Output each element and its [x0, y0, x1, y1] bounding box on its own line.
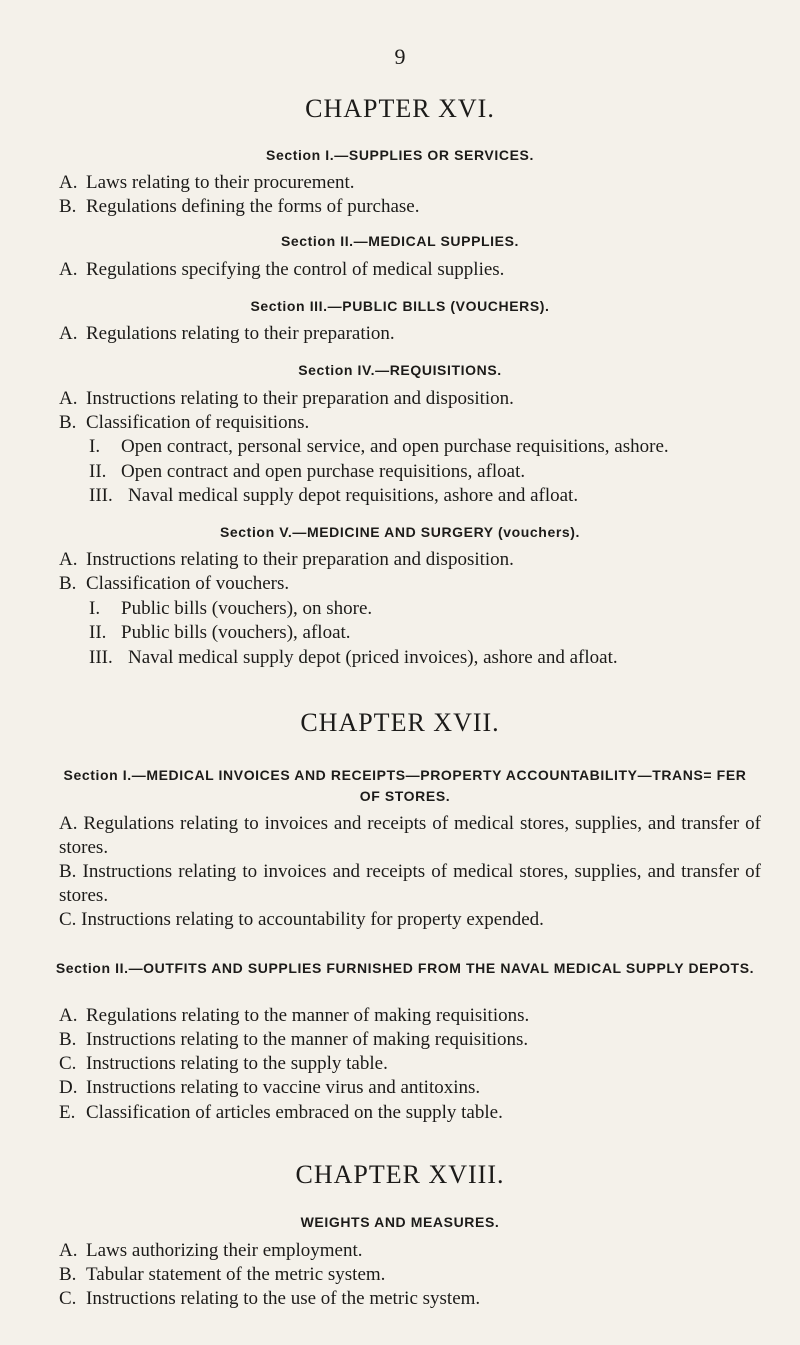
list-item: A. Regulations relating to the manner of making requisitions. [59, 1005, 530, 1026]
list-item: B. Regulations defining the forms of purchase. [59, 196, 420, 217]
list-item: B. Instructions relating to the manner of making requisitions. [59, 1029, 529, 1050]
ch16-section-2-heading: Section II.—MEDICAL SUPPLIES. [280, 233, 520, 249]
list-subitem: II. Open contract and open purchase requisitions, afloat. [89, 461, 526, 482]
chapter-xvi-title: CHAPTER XVI. [305, 94, 495, 123]
list-item: A. Regulations relating to their preparation. [59, 323, 395, 344]
list-item: A. Laws authorizing their employment. [59, 1240, 363, 1261]
list-item: B. Classification of vouchers. [59, 573, 290, 594]
list-item: D. Instructions relating to vaccine virus and antitoxins. [59, 1077, 481, 1098]
list-subitem: I. Public bills (vouchers), on shore. [89, 598, 373, 619]
list-item: B. Classification of requisitions. [59, 412, 310, 433]
list-subitem: I. Open contract, personal service, and open purchase requisitions, ashore. [89, 436, 669, 457]
page-number: 9 [394, 44, 406, 69]
list-item: A. Regulations specifying the control of medical supplies. [59, 259, 505, 280]
list-subitem: III. Naval medical supply depot requisitions, ashore and afloat. [89, 485, 579, 506]
list-item: C. Instructions relating to the use of the metric system. [59, 1288, 481, 1309]
list-subitem: III. Naval medical supply depot (priced invoices), ashore and afloat. [89, 647, 618, 668]
list-item: E. Classification of articles embraced on the supply table. [59, 1102, 503, 1123]
list-item: A. Instructions relating to their preparation and disposition. [59, 388, 514, 409]
ch16-section-4-heading: Section IV.—REQUISITIONS. [298, 362, 502, 378]
list-item: A. Instructions relating to their preparation and disposition. [59, 549, 514, 570]
list-item: C. Instructions relating to the supply table. [59, 1053, 388, 1074]
paragraph: A. Regulations relating to invoices and receipts of medical stores, supplies, and transfer of stores. [59, 813, 761, 858]
ch18-heading: WEIGHTS AND MEASURES. [300, 1214, 500, 1230]
paragraph: B. Instructions relating to invoices and receipts of medical stores, supplies, and transfer of stores. [59, 861, 761, 906]
ch17-section-2-heading: Section II.—OUTFITS AND SUPPLIES FURNISHED FROM THE NAVAL MEDICAL SUPPLY DEPOTS. [55, 960, 755, 976]
paragraph: C. Instructions relating to accountability for property expended. [59, 909, 544, 930]
ch16-section-1-heading: Section I.—SUPPLIES OR SERVICES. [266, 147, 534, 163]
chapter-xviii-title: CHAPTER XVIII. [295, 1160, 505, 1189]
list-subitem: II. Public bills (vouchers), afloat. [89, 622, 351, 643]
ch16-section-5-heading: Section V.—MEDICINE AND SURGERY (vouchers). [219, 524, 581, 540]
ch17-section-1-heading: Section I.—MEDICAL INVOICES AND RECEIPTS—PROPERTY ACCOUNTABILITY—TRANS= FER OF STORES. [63, 767, 747, 804]
ch16-section-3-heading: Section III.—PUBLIC BILLS (VOUCHERS). [250, 298, 550, 314]
list-item: A. Laws relating to their procurement. [59, 172, 355, 193]
list-item: B. Tabular statement of the metric system. [59, 1264, 386, 1285]
chapter-xvii-title: CHAPTER XVII. [300, 708, 500, 737]
